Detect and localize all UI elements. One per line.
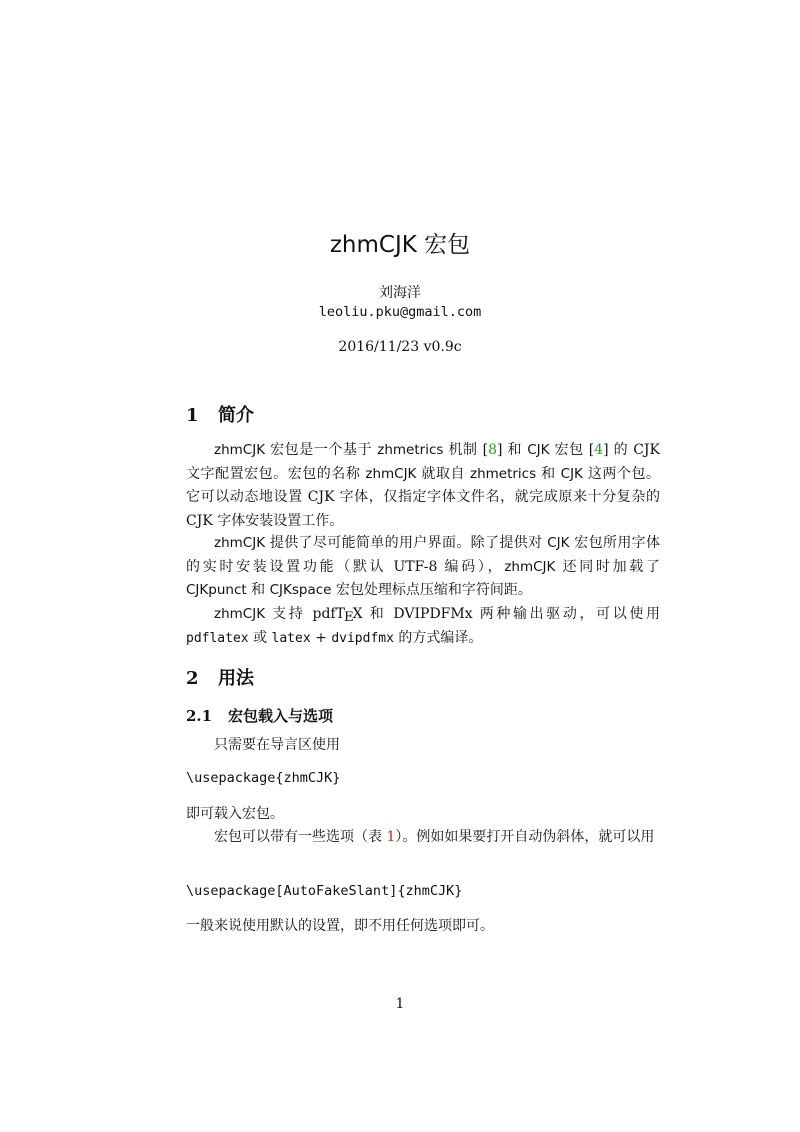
author-name: 刘海洋 <box>379 285 421 301</box>
section-title: 简介 <box>218 405 254 426</box>
paragraph: 即可载入宏包。 <box>186 806 284 822</box>
author-email: leoliu.pku@gmail.com <box>318 304 482 320</box>
section-1-heading <box>186 401 254 427</box>
paragraph: 一般来说使用默认的设置，即不用任何选项即可。 <box>186 918 494 934</box>
document-date: 2016/11/23 v0.9c <box>338 339 462 355</box>
section-number: 2 <box>186 668 199 689</box>
paragraph: zhmCJK 提供了尽可能简单的用户界面。除了提供对 CJK 宏包所用字体的实时安装设置功能（默认 UTF-8 编码），zhmCJK 还同时加载了 CJKpunct 和 CJKspace 宏包处理标点压缩和字符间距。 <box>186 535 661 598</box>
subsection-title: 宏包载入与选项 <box>228 707 334 725</box>
code-line: \usepackage{zhmCJK} <box>186 770 341 786</box>
table-reference-link[interactable]: 1 <box>386 829 396 845</box>
paragraph: zhmCJK 宏包是一个基于 zhmetrics 机制 [8] 和 CJK 宏包 [4] 的 CJK 文字配置宏包。宏包的名称 zhmCJK 就取自 zhmetrics 和 CJK 这两个包。它可以动态地设置 CJK 字体，仅指定字体文件名，就完成原来十分复杂的 CJK 字体安装设置工作。 <box>186 442 661 529</box>
page-number: 1 <box>395 996 405 1012</box>
subsection-2-1-heading <box>186 705 333 726</box>
code-block <box>186 770 340 786</box>
document-title: zhmCJK 宏包 <box>329 232 471 258</box>
subsection-number: 2.1 <box>186 707 213 725</box>
citation-link[interactable]: 4 <box>594 442 604 458</box>
citation-link[interactable]: 8 <box>488 442 498 458</box>
section-2-heading <box>186 664 254 690</box>
section-title: 用法 <box>218 668 254 689</box>
paragraph: zhmCJK 支持 pdfTEX 和 DVIPDFMx 两种输出驱动，可以使用 pdflatex 或 latex + dvipdfmx 的方式编译。 <box>186 606 661 646</box>
section-number: 1 <box>186 405 199 426</box>
paragraph: 宏包可以带有一些选项（表 1）。例如如果要打开自动伪斜体，就可以用 <box>214 829 655 845</box>
code-line: \usepackage[AutoFakeSlant]{zhmCJK} <box>186 883 463 899</box>
paragraph: 只需要在导言区使用 <box>214 737 340 753</box>
code-block <box>186 883 462 899</box>
